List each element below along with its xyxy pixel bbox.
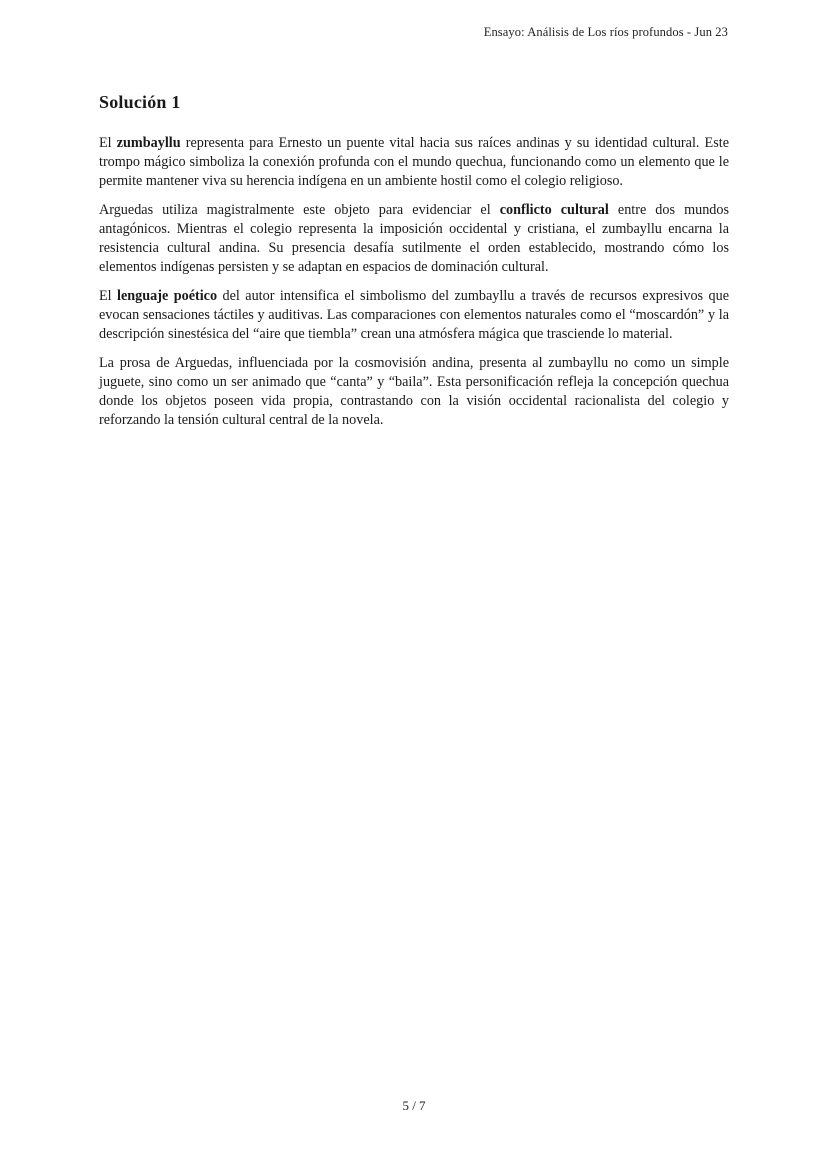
paragraph-2 [99, 201, 729, 277]
paragraph-3 [99, 287, 729, 344]
paragraph-1-text: El [99, 135, 117, 151]
paragraph-3-text-cont: del autor intensifica el simbolismo del zumbayllu a través de recursos expresivos que evocan sensaciones táctiles y auditivas. Las comparaciones con elementos naturales como el “moscardón” y la descripción sinestésica del “aire que tiembla” crean una atmósfera mágica que trasciende lo material. [99, 288, 729, 342]
running-header: Ensayo: Análisis de Los ríos profundos - Jun 23 [483, 25, 728, 39]
paragraph-3-text: El [99, 288, 118, 304]
paragraph-3-emphasis: lenguaje poético [117, 288, 218, 304]
paragraph-1-text-cont: representa para Ernesto un puente vital hacia sus raíces andinas y su identidad cultural. Este trompo mágico simboliza la conexión profunda con el mundo quechua, funcionando como un elemento que le permite mantener viva su herencia indígena en un ambiente hostil como el colegio religioso. [99, 135, 729, 189]
section-heading: Solución 1 [99, 92, 181, 112]
page-number: 5 / 7 [402, 1098, 426, 1113]
paragraph-2-text: Arguedas utiliza magistralmente este objeto para evidenciar el [99, 202, 500, 218]
paragraph-2-text-cont: entre dos mundos antagónicos. Mientras el colegio representa la imposición occidental y cristiana, el zumbayllu encarna la resistencia cultural andina. Su presencia desafía sutilmente el orden establecido, mostrando cómo los elementos indígenas persisten y se adaptan en espacios de dominación cultural. [99, 202, 729, 275]
paragraph-1 [99, 134, 729, 191]
essay-body [99, 134, 729, 440]
paragraph-4: La prosa de Arguedas, influenciada por la cosmovisión andina, presenta al zumbayllu no como un simple juguete, sino como un ser animado que “canta” y “baila”. Esta personificación refleja la concepción quechua donde los objetos poseen vida propia, contrastando con la visión occidental racionalista del colegio y reforzando la tensión cultural central de la novela. [99, 355, 729, 428]
paragraph-2-emphasis: conflicto cultural [499, 202, 609, 218]
paragraph-1-emphasis: zumbayllu [116, 135, 181, 151]
